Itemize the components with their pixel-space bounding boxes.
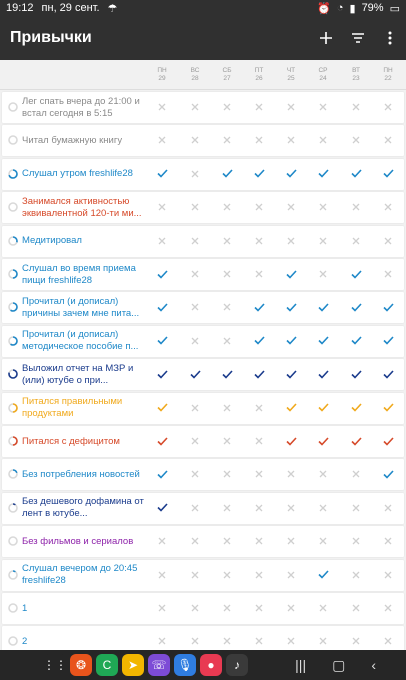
cross-icon[interactable] [155,534,169,548]
cross-icon[interactable] [188,568,202,582]
check-icon[interactable] [155,167,169,181]
cross-icon[interactable] [252,267,266,281]
cross-icon[interactable] [349,501,363,515]
habit-name-label: Слушал вечером до 20:45 freshlife28 [22,563,138,587]
check-icon[interactable] [316,300,330,314]
cross-icon[interactable] [220,534,234,548]
habit-row[interactable] [2,292,404,323]
check-icon[interactable] [316,568,330,582]
cross-icon[interactable] [155,200,169,214]
cross-icon[interactable] [220,133,234,147]
day-of-week: СБ [222,67,232,74]
habit-name-label: Прочитал (и дописал) методическое пособие п... [22,329,139,353]
cross-icon[interactable] [316,601,330,615]
habit-row[interactable] [2,526,404,557]
cross-icon[interactable] [155,133,169,147]
day-of-week: ЧТ [286,67,296,74]
days-header [0,60,406,90]
cross-icon[interactable] [381,267,395,281]
check-icon[interactable] [284,300,298,314]
habit-row[interactable] [2,493,404,524]
habit-score-ring-icon [8,403,18,413]
cross-icon[interactable] [316,501,330,515]
cross-icon[interactable] [220,334,234,348]
cross-icon[interactable] [220,234,234,248]
cross-icon[interactable] [188,467,202,481]
more-vert-icon[interactable] [374,16,406,60]
check-icon[interactable] [381,434,395,448]
weather-icon: ☂ [107,2,118,15]
day-header-3 [247,67,271,83]
habit-row[interactable] [2,326,404,357]
cross-icon[interactable] [284,634,298,648]
day-of-week: ВТ [352,67,360,74]
app-bar [0,16,406,60]
cross-icon[interactable] [188,234,202,248]
status-time: 19:12 [6,2,34,14]
check-icon[interactable] [381,367,395,381]
cross-icon[interactable] [381,133,395,147]
check-icon[interactable] [188,367,202,381]
habit-name[interactable] [22,560,154,591]
habit-row[interactable] [2,226,404,257]
habit-name[interactable] [22,493,154,524]
cross-icon[interactable] [349,200,363,214]
cross-icon[interactable] [188,501,202,515]
habit-name-label: Читал бумажную книгу [22,134,123,146]
page-title: Привычки [10,29,92,46]
habit-row[interactable] [2,259,404,290]
recents-icon[interactable]: ||| [295,657,307,673]
daily-app-icon[interactable]: ❂ [70,654,92,676]
habit-score-ring-icon [8,636,18,646]
habit-name-label: Слушал утром freshlife28 [22,168,133,180]
cross-icon[interactable] [284,234,298,248]
cross-icon[interactable] [381,534,395,548]
check-icon[interactable] [155,334,169,348]
habit-name[interactable] [22,459,154,490]
habit-name[interactable] [22,292,154,323]
habit-name-label: 2 [22,635,28,647]
habit-name[interactable] [22,593,154,624]
cross-icon[interactable] [252,601,266,615]
check-icon[interactable] [349,367,363,381]
day-number: 23 [352,75,360,82]
habit-row[interactable] [2,593,404,624]
habit-row[interactable] [2,92,404,123]
cross-icon[interactable] [349,100,363,114]
habit-name-label: Прочитал (и дописал) причины зачем мне пита... [22,295,140,319]
cross-icon[interactable] [252,100,266,114]
cross-icon[interactable] [316,234,330,248]
cross-icon[interactable] [188,100,202,114]
day-number: 25 [287,75,295,82]
day-of-week: СР [318,67,328,74]
back-icon[interactable]: ‹ [371,657,376,673]
cross-icon[interactable] [381,200,395,214]
habit-score-ring-icon [8,369,18,379]
day-of-week: ПТ [254,67,264,74]
habit-score-ring-icon [8,269,18,279]
viber-app-icon[interactable]: ☏ [148,654,170,676]
cross-icon[interactable] [349,601,363,615]
cross-icon[interactable] [381,501,395,515]
check-icon[interactable] [349,300,363,314]
cross-icon[interactable] [316,467,330,481]
cross-icon[interactable] [155,568,169,582]
battery-level: 79% [361,2,384,14]
check-icon[interactable] [381,334,395,348]
wifi-icon: ◔ [336,2,344,14]
cross-icon[interactable] [155,234,169,248]
habit-name-label: Слушал во время приема пищи freshlife28 [22,262,136,286]
habit-name-label: Без фильмов и сериалов [22,535,134,547]
check-icon[interactable] [155,401,169,415]
cross-icon[interactable] [220,601,234,615]
habit-name-label: Питался с дефицитом [22,435,120,447]
cross-icon[interactable] [284,534,298,548]
cross-icon[interactable] [155,634,169,648]
check-icon[interactable] [155,267,169,281]
day-header-1 [183,67,207,83]
day-header-5 [311,67,335,83]
habit-row[interactable] [2,159,404,190]
check-icon[interactable] [316,434,330,448]
habit-score-ring-icon [8,336,18,346]
cross-icon[interactable] [155,601,169,615]
habit-name[interactable] [22,192,154,223]
apps-grid-icon[interactable]: ⋮⋮ [44,654,66,676]
habit-score-ring-icon [8,570,18,580]
alarm-icon: ⏰ [317,2,331,15]
check-icon[interactable] [284,434,298,448]
cross-icon[interactable] [349,568,363,582]
cross-icon[interactable] [188,334,202,348]
day-number: 28 [191,75,199,82]
battery-icon: ▭ [389,2,400,15]
habit-name-label: Питался правильными продуктами [22,396,123,420]
day-header-6 [344,67,368,83]
habit-score-ring-icon [8,236,18,246]
habit-name[interactable] [22,159,154,190]
day-number: 27 [223,75,231,82]
cross-icon[interactable] [188,634,202,648]
check-icon[interactable] [349,334,363,348]
habit-name[interactable] [22,226,154,257]
day-header-2 [215,67,239,83]
check-icon[interactable] [155,434,169,448]
cross-icon[interactable] [188,200,202,214]
check-icon[interactable] [155,501,169,515]
cross-icon[interactable] [220,100,234,114]
habit-row[interactable] [2,426,404,457]
cross-icon[interactable] [188,601,202,615]
habit-name-label: Без потребления новостей [22,468,140,480]
habit-score-ring-icon [8,169,18,179]
habit-score-ring-icon [8,135,18,145]
day-of-week: ПН [383,67,393,74]
habit-name-label: Лег спать вчера до 21:00 и встал сегодня в 5:15 [22,95,140,119]
day-of-week: ПН [157,67,167,74]
habit-name[interactable] [22,326,154,357]
habit-row[interactable] [2,459,404,490]
habit-row[interactable] [2,560,404,591]
day-number: 29 [158,75,166,82]
habit-score-ring-icon [8,469,18,479]
habit-name-label: Выложил отчет на МЗР и (или) ютубе о при... [22,362,134,386]
cross-icon[interactable] [220,434,234,448]
cross-icon[interactable] [220,200,234,214]
check-icon[interactable] [155,467,169,481]
cross-icon[interactable] [349,234,363,248]
cross-icon[interactable] [316,534,330,548]
cross-icon[interactable] [220,401,234,415]
cross-icon[interactable] [220,568,234,582]
check-icon[interactable] [284,267,298,281]
cross-icon[interactable] [349,634,363,648]
check-icon[interactable] [155,367,169,381]
cross-icon[interactable] [188,434,202,448]
cross-icon[interactable] [220,634,234,648]
cross-icon[interactable] [349,534,363,548]
habit-row[interactable] [2,125,404,156]
cross-icon[interactable] [284,501,298,515]
day-number: 24 [319,75,327,82]
check-icon[interactable] [349,401,363,415]
check-icon[interactable] [252,367,266,381]
cross-icon[interactable] [284,100,298,114]
cross-icon[interactable] [284,133,298,147]
cross-icon[interactable] [220,267,234,281]
cross-icon[interactable] [252,634,266,648]
check-icon[interactable] [316,367,330,381]
habit-name-label: Занимался активностью эквивалентной 120-ти ми... [22,195,142,219]
check-icon[interactable] [284,334,298,348]
habit-score-ring-icon [8,436,18,446]
cross-icon[interactable] [188,133,202,147]
cross-icon[interactable] [252,434,266,448]
status-bar [0,0,406,16]
day-number: 26 [255,75,263,82]
voice-app-icon[interactable]: 🎙 [174,654,196,676]
cross-icon[interactable] [316,100,330,114]
navigation-bar [0,650,406,680]
check-icon[interactable] [155,300,169,314]
day-header-7 [376,67,400,83]
cross-icon[interactable] [188,300,202,314]
cross-icon[interactable] [316,634,330,648]
day-of-week: ВС [190,67,200,74]
cross-icon[interactable] [284,601,298,615]
check-icon[interactable] [349,434,363,448]
cross-icon[interactable] [381,234,395,248]
habit-row[interactable] [2,393,404,424]
habit-name[interactable] [22,359,154,390]
habit-name-label: Без дешевого дофамина от лент в ютубе... [22,496,144,520]
habit-name[interactable] [22,92,154,123]
habit-score-ring-icon [8,536,18,546]
cross-icon[interactable] [381,568,395,582]
habit-row[interactable] [2,192,404,223]
cross-icon[interactable] [188,167,202,181]
check-icon[interactable] [220,167,234,181]
check-icon[interactable] [349,267,363,281]
navigation-app-icon[interactable]: ➤ [122,654,144,676]
check-icon[interactable] [252,167,266,181]
habit-name[interactable] [22,125,154,156]
cross-icon[interactable] [349,133,363,147]
cross-icon[interactable] [252,501,266,515]
habit-name-label: 1 [22,602,28,614]
check-icon[interactable] [316,401,330,415]
check-icon[interactable] [316,167,330,181]
check-icon[interactable] [284,367,298,381]
habit-score-ring-icon [8,202,18,212]
cross-icon[interactable] [284,200,298,214]
check-icon[interactable] [252,300,266,314]
filter-icon[interactable] [342,16,374,60]
cross-icon[interactable] [381,601,395,615]
habit-score-ring-icon [8,302,18,312]
check-icon[interactable] [381,467,395,481]
cross-icon[interactable] [284,467,298,481]
habit-name-label: Медитировал [22,235,82,247]
check-icon[interactable] [284,401,298,415]
phone-app-icon[interactable]: C [96,654,118,676]
cross-icon[interactable] [381,100,395,114]
cross-icon[interactable] [220,501,234,515]
signal-icon: ▮ [349,2,356,15]
cross-icon[interactable] [252,568,266,582]
day-number: 22 [384,75,392,82]
check-icon[interactable] [381,401,395,415]
cross-icon[interactable] [252,200,266,214]
check-icon[interactable] [284,167,298,181]
status-date: пн, 29 сент. [41,2,100,14]
cross-icon[interactable] [188,401,202,415]
cross-icon[interactable] [252,401,266,415]
habit-row[interactable] [2,359,404,390]
cross-icon[interactable] [252,133,266,147]
habit-name[interactable] [22,259,154,290]
cross-icon[interactable] [381,634,395,648]
cross-icon[interactable] [252,467,266,481]
screen-recorder-icon[interactable]: ● [200,654,222,676]
cross-icon[interactable] [220,300,234,314]
cross-icon[interactable] [155,100,169,114]
cross-icon[interactable] [252,234,266,248]
habit-name[interactable] [22,526,154,557]
check-icon[interactable] [381,300,395,314]
cross-icon[interactable] [316,267,330,281]
cross-icon[interactable] [220,467,234,481]
music-app-icon[interactable]: ♪ [226,654,248,676]
check-icon[interactable] [349,167,363,181]
cross-icon[interactable] [252,534,266,548]
add-icon[interactable] [310,16,342,60]
home-icon[interactable]: ▢ [332,656,346,673]
day-header-4 [279,67,303,83]
habit-score-ring-icon [8,503,18,513]
habit-score-ring-icon [8,603,18,613]
cross-icon[interactable] [316,200,330,214]
check-icon[interactable] [220,367,234,381]
cross-icon[interactable] [316,133,330,147]
cross-icon[interactable] [188,534,202,548]
check-icon[interactable] [252,334,266,348]
habit-name[interactable] [22,426,154,457]
habit-name[interactable] [22,393,154,424]
habit-score-ring-icon [8,102,18,112]
cross-icon[interactable] [188,267,202,281]
cross-icon[interactable] [349,467,363,481]
check-icon[interactable] [381,167,395,181]
check-icon[interactable] [316,334,330,348]
cross-icon[interactable] [284,568,298,582]
day-header-0 [150,67,174,83]
